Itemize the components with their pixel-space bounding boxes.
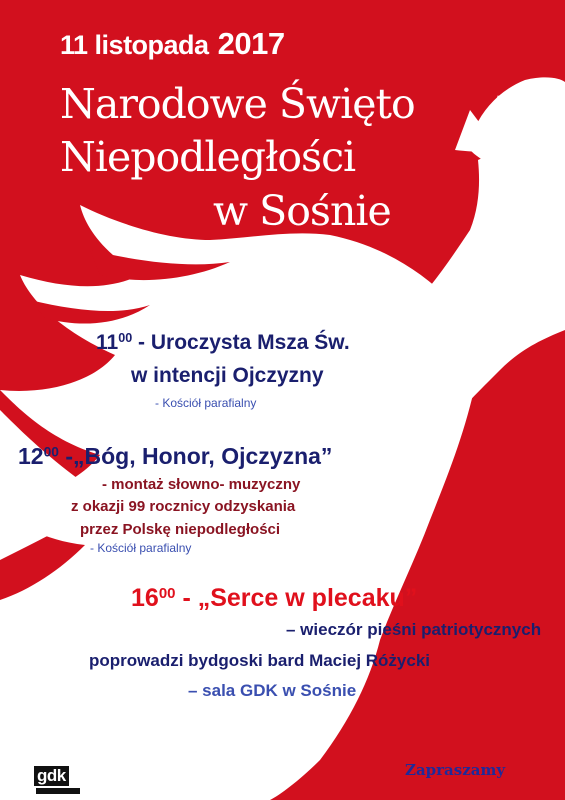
event-2-hour: 12 xyxy=(18,443,44,469)
title-line-3: w Sośnie xyxy=(213,187,391,235)
event-date xyxy=(60,26,285,62)
event-1-title-line-2: w intencji Ojczyzny xyxy=(131,364,324,387)
event-1-heading xyxy=(96,331,350,355)
event-3-description-1: – wieczór pieśni patriotycznych xyxy=(286,620,542,639)
event-3-place: – sala GDK w Sośnie xyxy=(188,681,357,700)
title-line-2: Niepodległości xyxy=(60,133,356,181)
event-2-description-3: przez Polskę niepodległości xyxy=(80,521,281,538)
event-1-hour: 11 xyxy=(96,331,119,354)
event-2-description-2: z okazji 99 rocznicy odzyskania xyxy=(71,498,296,515)
event-3-description-2: poprowadzi bydgoski bard Maciej Różycki xyxy=(89,651,431,670)
date-text: 11 listopada xyxy=(60,30,209,60)
event-2-heading xyxy=(18,443,332,470)
event-1-minutes: 00 xyxy=(118,331,133,346)
event-3-heading xyxy=(131,584,417,613)
year-text: 2017 xyxy=(217,26,285,61)
event-3-minutes: 00 xyxy=(158,584,176,602)
event-2-title: -„Bóg, Honor, Ojczyzna” xyxy=(58,443,333,469)
event-3-hour: 16 xyxy=(131,584,159,612)
title-line-1: Narodowe Święto xyxy=(60,80,415,128)
event-3-title: - „Serce w plecaku” xyxy=(175,584,418,612)
gdk-logo-text: gdk xyxy=(34,766,69,786)
event-2-description-1: - montaż słowno- muzyczny xyxy=(102,476,301,493)
event-2-minutes: 00 xyxy=(43,444,59,460)
gdk-logo-bar xyxy=(36,788,80,794)
event-2-place: - Kościół parafialny xyxy=(90,541,192,555)
closing-invitation: Zapraszamy xyxy=(405,761,506,779)
event-1-title: - Uroczysta Msza Św. xyxy=(132,331,350,354)
event-1-place: - Kościół parafialny xyxy=(155,396,257,410)
